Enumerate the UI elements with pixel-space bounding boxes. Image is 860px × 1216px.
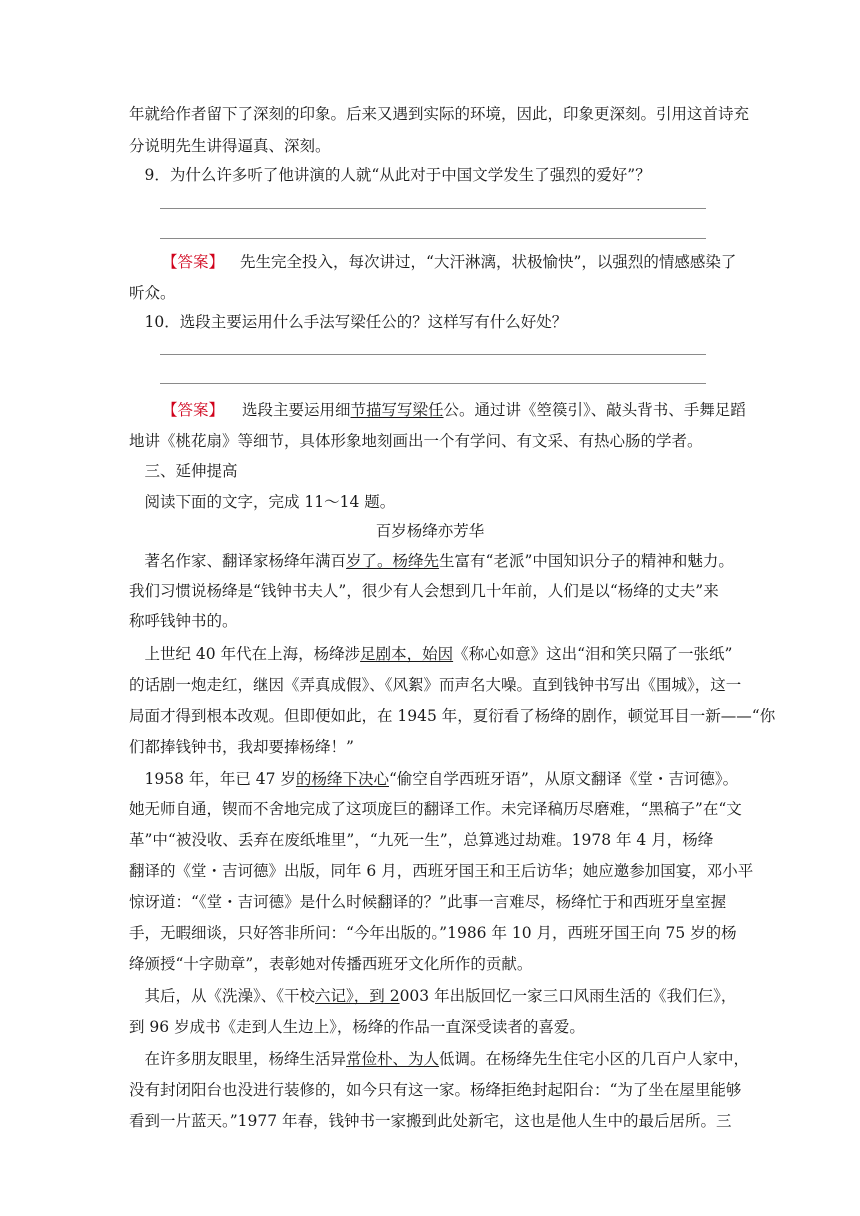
text-line: 们都捧钱钟书，我却要捧杨绛！” <box>129 738 354 756</box>
text-line: 其后，从《洗澡》、《干校六记》，到 2003 年出版回忆一家三口风雨生活的《我们仨》， <box>129 987 737 1005</box>
text-line: 著名作家、翻译家杨绛年满百岁了。杨绛先生富有“老派”中国知识分子的精神和魅力。 <box>129 552 734 570</box>
text-line: 看到一片蓝天。”1977 年春，钱钟书一家搬到此处新宅，这也是他人生中的最后居所。三 <box>129 1112 732 1130</box>
section-heading: 三、延伸提高 <box>129 462 238 480</box>
text-line: 称呼钱钟书的。 <box>129 612 238 630</box>
text-line: 她无师自通，锲而不舍地完成了这项庞巨的翻译工作。未完译稿历尽磨难，“黑稿子”在“文 <box>129 800 742 818</box>
answer-blank-line <box>160 208 706 209</box>
text-line: 的话剧一炮走红，继因《弄真成假》、《风絮》而声名大噪。直到钱钟书写出《围城》，这一 <box>129 676 742 694</box>
answer-label: 【答案】 <box>162 401 225 419</box>
text-line: 地讲《桃花扇》等细节，具体形象地刻画出一个有学问、有文采、有热心肠的学者。 <box>129 432 703 450</box>
text-line: 惊讶道：“《堂・吉诃德》是什么时候翻译的？”此事一言难尽，杨绛忙于和西班牙皇室握 <box>129 893 727 911</box>
text-line: 局面才得到根本改观。但即便如此，在 1945 年，夏衍看了杨绛的剧作，顿觉耳目一新——“你 <box>129 707 776 725</box>
text-line: 在许多朋友眼里，杨绛生活异常俭朴、为人低调。在杨绛先生住宅小区的几百户人家中， <box>129 1050 750 1068</box>
text-line: 1958 年，年已 47 岁的杨绛下决心“偷空自学西班牙语”，从原文翻译《堂・吉诃德》。 <box>129 770 739 788</box>
answer-blank-line <box>160 383 706 384</box>
text-line: 我们习惯说杨绛是“钱钟书夫人”，很少有人会想到几十年前，人们是以“杨绛的丈夫”来 <box>129 582 719 600</box>
text-line: 手，无暇细谈，只好答非所问：“今年出版的。”1986 年 10 月，西班牙国王向 75 岁的杨 <box>129 924 737 942</box>
text-line: 分说明先生讲得逼真、深刻。 <box>129 137 331 155</box>
text-line: 上世纪 40 年代在上海，杨绛涉足剧本，始因《称心如意》这出“泪和笑只隔了一张纸” <box>129 645 733 663</box>
question-10: 10．选段主要运用什么手法写梁任公的？这样写有什么好处？ <box>129 313 568 331</box>
answer-blank-line <box>160 238 706 239</box>
instruction: 阅读下面的文字，完成 11～14 题。 <box>129 493 396 511</box>
answer-9: 【答案】 先生完全投入，每次讲过，“大汗淋漓，状极愉快”，以强烈的情感感染了 <box>162 253 737 271</box>
article-title: 百岁杨绛亦芳华 <box>375 522 485 540</box>
answer-blank-line <box>160 354 706 355</box>
text-line: 革”中“被没收、丢弃在废纸堆里”，“九死一生”，总算逃过劫难。1978 年 4 月，杨绛 <box>129 831 714 849</box>
text-line: 翻译的《堂・吉诃德》出版，同年 6 月，西班牙国王和王后访华；她应邀参加国宴，邓小平 <box>129 862 754 880</box>
text-line: 没有封闭阳台也没进行装修的，如今只有这一家。杨绛拒绝封起阳台：“为了坐在屋里能够 <box>129 1081 742 1099</box>
answer-10: 【答案】 选段主要运用细节描写写梁任公。通过讲《箜篌引》、敲头背书、手舞足蹈 <box>162 401 746 419</box>
question-9: 9．为什么许多听了他讲演的人就“从此对于中国文学发生了强烈的爱好”？ <box>129 166 651 184</box>
text-line: 听众。 <box>129 284 176 302</box>
text-line: 绛颁授“十字勋章”，表彰她对传播西班牙文化所作的贡献。 <box>129 955 533 973</box>
answer-label: 【答案】 <box>162 253 225 271</box>
text-line: 到 96 岁成书《走到人生边上》，杨绛的作品一直深受读者的喜爱。 <box>129 1018 585 1036</box>
text-line: 年就给作者留下了深刻的印象。后来又遇到实际的环境，因此，印象更深刻。引用这首诗充 <box>129 105 750 123</box>
